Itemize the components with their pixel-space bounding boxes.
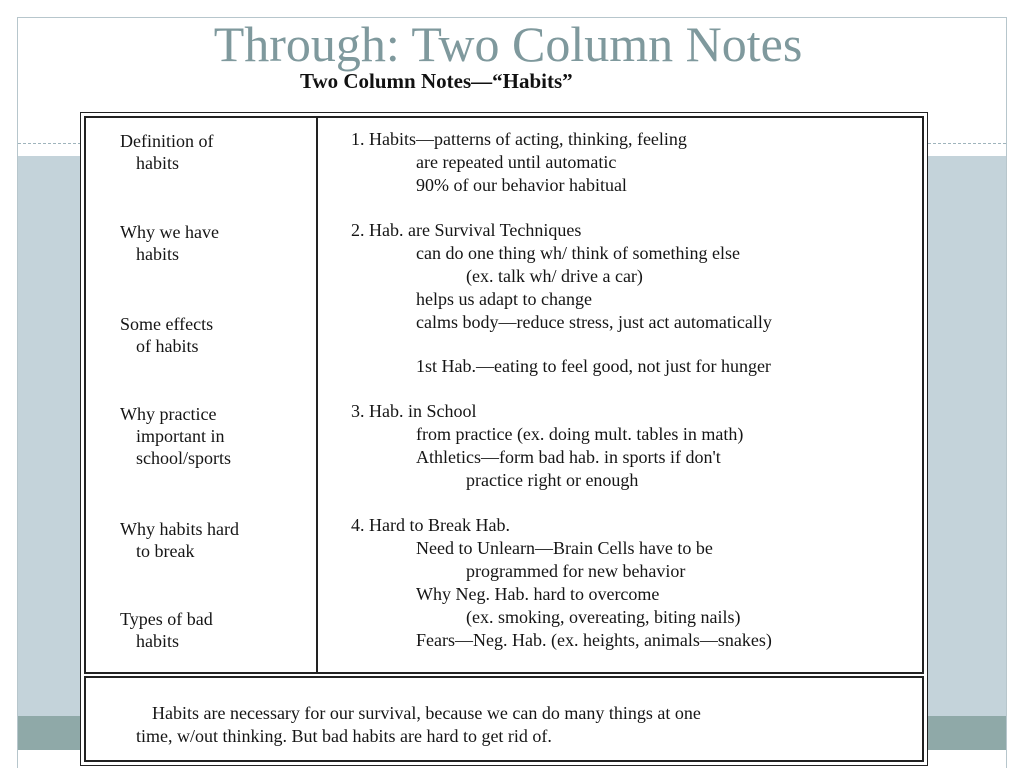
left-cue-definition: Definition of habits (120, 131, 214, 173)
notes-image (80, 112, 928, 766)
summary-line: time, w/out thinking. But bad habits are hard to get rid of. (136, 726, 552, 746)
two-column-table (84, 116, 924, 674)
note-line: Need to Unlearn—Brain Cells have to be (416, 538, 713, 558)
note-line: 90% of our behavior habitual (416, 175, 627, 195)
note-line: (ex. talk wh/ drive a car) (466, 266, 643, 286)
note-line: 1. Habits—patterns of acting, thinking, feeling (351, 129, 687, 149)
note-line: Fears—Neg. Hab. (ex. heights, animals—snakes) (416, 630, 772, 650)
note-line: 4. Hard to Break Hab. (351, 515, 510, 535)
summary-box (84, 676, 924, 762)
note-line: practice right or enough (466, 470, 639, 490)
left-cue-effects: Some effects of habits (120, 314, 214, 356)
note-line: helps us adapt to change (416, 289, 592, 309)
note-line: 3. Hab. in School (351, 401, 477, 421)
left-cue-hard-break: Why habits hard to break (120, 519, 239, 561)
summary-line: Habits are necessary for our survival, because we can do many things at one (152, 703, 701, 723)
left-cue-practice: Why practice important in school/sports (120, 404, 232, 468)
note-line: are repeated until automatic (416, 152, 617, 172)
notes-heading: Two Column Notes—“Habits” (300, 69, 573, 93)
note-line: programmed for new behavior (466, 561, 686, 581)
note-line: Athletics—form bad hab. in sports if don't (416, 447, 721, 467)
left-cue-bad-habits: Types of bad habits (120, 609, 213, 651)
column-divider (316, 118, 318, 672)
left-cue-why-have: Why we have habits (120, 222, 219, 264)
note-line: from practice (ex. doing mult. tables in math) (416, 424, 744, 444)
slide-title: Through: Two Column Notes (213, 16, 803, 72)
note-line: 2. Hab. are Survival Techniques (351, 220, 582, 240)
note-line: can do one thing wh/ think of something else (416, 243, 740, 263)
note-line: 1st Hab.—eating to feel good, not just for hunger (416, 356, 771, 376)
note-line: Why Neg. Hab. hard to overcome (416, 584, 660, 604)
note-line: (ex. smoking, overeating, biting nails) (466, 607, 741, 627)
note-line: calms body—reduce stress, just act automatically (416, 312, 772, 332)
